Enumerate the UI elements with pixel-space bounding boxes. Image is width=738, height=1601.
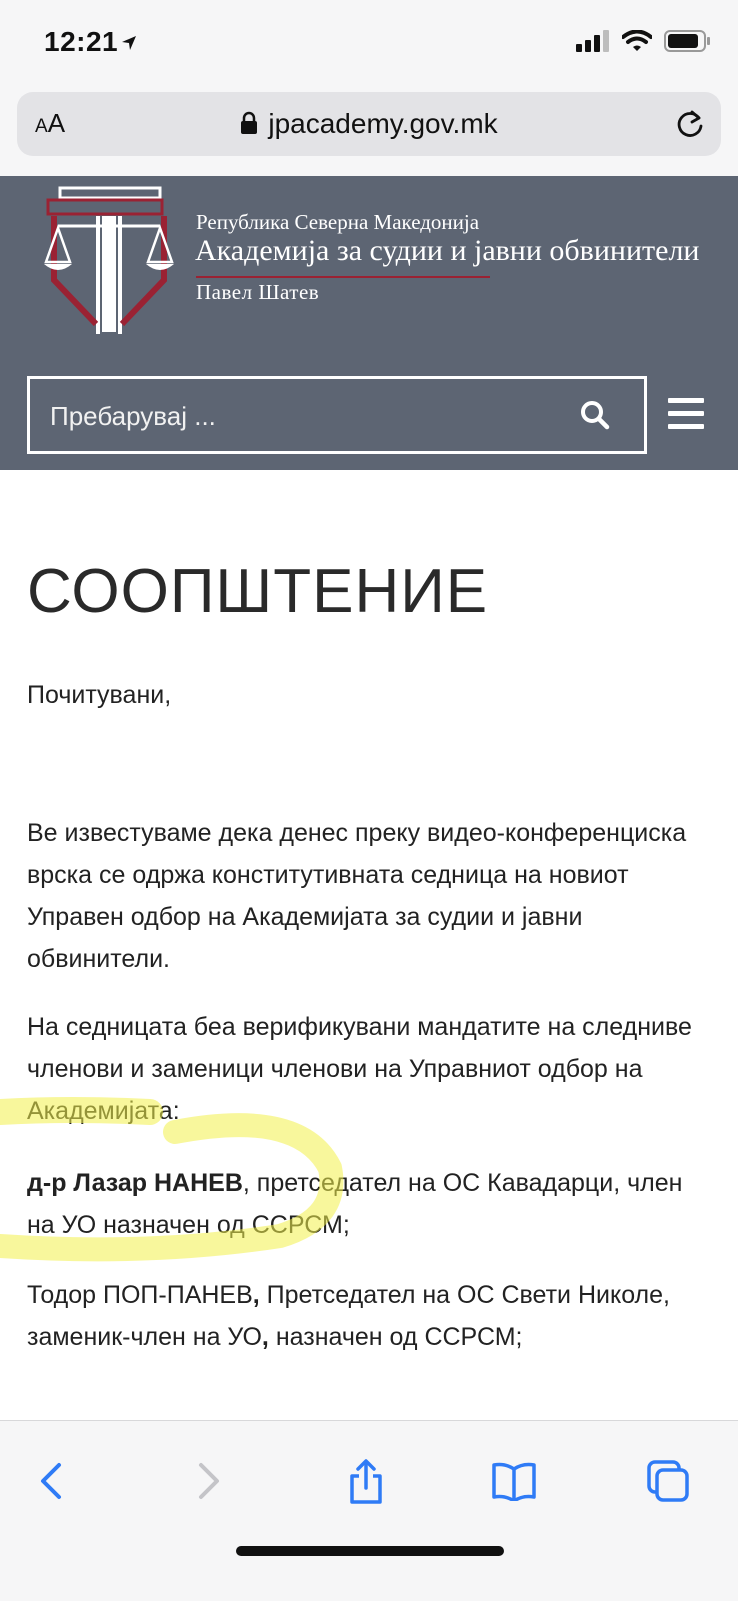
hamburger-menu-icon[interactable]	[668, 398, 704, 432]
status-bar	[0, 0, 738, 88]
search-input[interactable]	[30, 379, 572, 453]
org-name[interactable]: Академија за судии и јавни обвинители	[195, 234, 700, 267]
browser-address-bar	[0, 88, 738, 176]
org-country: Република Северна Македонија	[196, 210, 480, 234]
status-indicators	[576, 30, 712, 57]
signal-icon	[576, 30, 610, 57]
member-details: , претседател на ОС Кавадарци, член на УО назначен од ССРСМ;	[27, 1169, 683, 1239]
member-details: Претседател на ОС Свети Николе, заменик-член на УО	[27, 1281, 670, 1351]
member-details: назначен од ССРСМ;	[268, 1323, 523, 1351]
status-time: 12:21	[44, 26, 119, 57]
home-indicator[interactable]	[236, 1546, 504, 1556]
lock-icon	[240, 110, 258, 142]
academy-logo[interactable]	[40, 184, 180, 336]
reload-icon[interactable]	[675, 106, 705, 145]
text-size-small-label: A	[35, 116, 48, 137]
wifi-icon	[622, 30, 652, 57]
separator: ,	[252, 1281, 260, 1309]
battery-icon	[664, 30, 712, 57]
url-field[interactable]	[17, 92, 721, 156]
forward-icon[interactable]	[178, 1451, 238, 1511]
member-name: Тодор ПОП-ПАНЕВ	[27, 1281, 253, 1309]
member-entry	[27, 1274, 711, 1358]
share-icon[interactable]	[336, 1451, 396, 1511]
text-size-large-label: A	[47, 108, 66, 138]
org-divider	[196, 276, 490, 278]
greeting: Почитувани,	[27, 681, 172, 709]
search-box	[27, 376, 647, 454]
search-icon[interactable]	[580, 400, 610, 435]
bookmarks-icon[interactable]	[484, 1451, 544, 1511]
location-arrow-icon	[120, 34, 138, 57]
back-icon[interactable]	[22, 1451, 82, 1511]
tabs-icon[interactable]	[638, 1451, 698, 1511]
paragraph-intro: Ве известуваме дека денес преку видео-конференциска врска се одржа конститутивната седница на новиот Управен одбор на Академијата за судии и јавни обвинители.	[27, 819, 687, 973]
org-person: Павел Шатев	[196, 280, 320, 304]
member-entry	[27, 1162, 711, 1246]
member-name: д-р Лазар НАНЕВ	[27, 1169, 243, 1197]
site-header	[0, 176, 738, 470]
browser-toolbar	[0, 1420, 738, 1601]
paragraph-members-intro: На седницата беа верификувани мандатите на следниве членови и заменици членови на Управниот одбор на Академијата:	[27, 1013, 692, 1125]
page-title: СООПШТЕНИЕ	[27, 557, 489, 626]
url-text: jpacademy.gov.mk	[268, 108, 498, 139]
separator: ,	[261, 1323, 269, 1351]
